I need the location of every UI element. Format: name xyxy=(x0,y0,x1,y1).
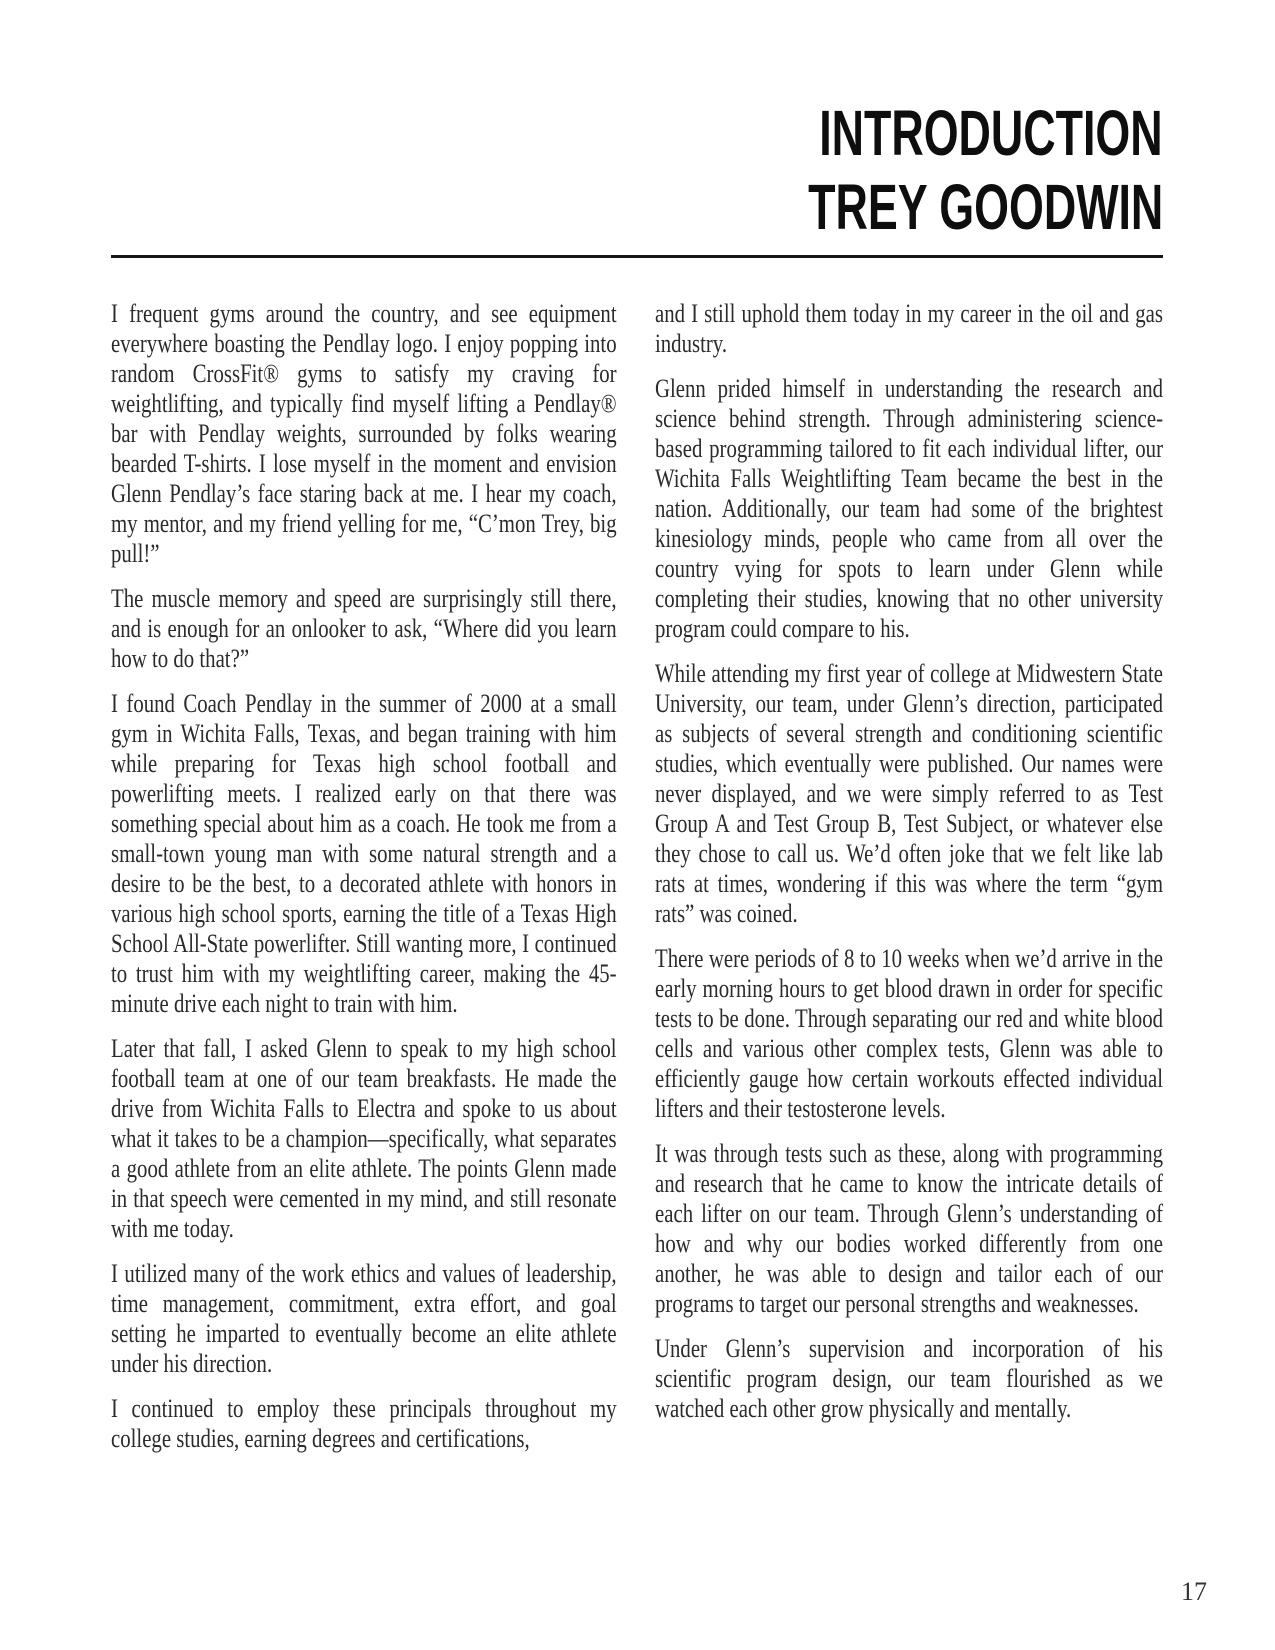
paragraph: I frequent gyms around the country, and see equipment everywhere boasting the Pendlay logo. I enjoy popping into random CrossFit® gyms to satisfy my craving for weightlifting, and typically find myself lifting a Pendlay® bar with Pendlay weights, surrounded by folks wearing bearded T-shirts. I lose myself in the moment and envision Glenn Pendlay’s face staring back at me. I hear my coach, my mentor, and my friend yelling for me, “C’mon Trey, big pull!” xyxy=(111,299,617,568)
paragraph: I found Coach Pendlay in the summer of 2000 at a small gym in Wichita Falls, Texas, and began training with him while preparing for Texas high school football and powerlifting meets. I realized early on that there was something special about him as a coach. He took me from a small-town young man with some natural strength and a desire to be the best, to a decorated athlete with honors in various high school sports, earning the title of a Texas High School All-State powerlifter. Still wanting more, I continued to trust him with my weightlifting career, making the 45-minute drive each night to train with him. xyxy=(111,689,617,1018)
chapter-title-line-2: TREY GOODWIN xyxy=(807,171,1163,243)
right-column xyxy=(655,299,1163,1439)
paragraph: I continued to employ these principals throughout my college studies, earning degrees and certifications, xyxy=(111,1394,617,1453)
paragraph: There were periods of 8 to 10 weeks when we’d arrive in the early morning hours to get blood drawn in order for specific tests to be done. Through separating our red and white blood cells and various other complex tests, Glenn was able to efficiently gauge how certain workouts effected individual lifters and their testosterone levels. xyxy=(655,944,1163,1123)
paragraph: I utilized many of the work ethics and values of leadership, time management, commitment, extra effort, and goal setting he imparted to eventually become an elite athlete under his direction. xyxy=(111,1259,617,1378)
paragraph: The muscle memory and speed are surprisingly still there, and is enough for an onlooker to ask, “Where did you learn how to do that?” xyxy=(111,584,617,673)
header-rule xyxy=(111,255,1163,258)
paragraph: It was through tests such as these, along with programming and research that he came to know the intricate details of each lifter on our team. Through Glenn’s understanding of how and why our bodies worked differently from one another, he was able to design and tailor each of our programs to target our personal strengths and weaknesses. xyxy=(655,1139,1163,1318)
paragraph: While attending my first year of college at Midwestern State University, our team, under Glenn’s direction, participated as subjects of several strength and conditioning scientific studies, which eventually were published. Our names were never displayed, and we were simply referred to as Test Group A and Test Group B, Test Subject, or whatever else they chose to call us. We’d often joke that we felt like lab rats at times, wondering if this was where the term “gym rats” was coined. xyxy=(655,659,1163,928)
paragraph: Under Glenn’s supervision and incorporation of his scientific program design, our team flourished as we watched each other grow physically and mentally. xyxy=(655,1334,1163,1423)
paragraph: Glenn prided himself in understanding the research and science behind strength. Through administering science-based programming tailored to fit each individual lifter, our Wichita Falls Weightlifting Team became the best in the nation. Additionally, our team had some of the brightest kinesiology minds, people who came from all over the country vying for spots to learn under Glenn while completing their studies, knowing that no other university program could compare to his. xyxy=(655,374,1163,643)
chapter-header xyxy=(111,96,1163,258)
page-number: 17 xyxy=(1181,1577,1207,1606)
paragraph: Later that fall, I asked Glenn to speak to my high school football team at one of our team breakfasts. He made the drive from Wichita Falls to Electra and spoke to us about what it takes to be a champion—specifically, what separates a good athlete from an elite athlete. The points Glenn made in that speech were cemented in my mind, and still resonate with me today. xyxy=(111,1034,617,1243)
chapter-title-line-1: INTRODUCTION xyxy=(819,97,1163,169)
paragraph: and I still uphold them today in my career in the oil and gas industry. xyxy=(655,299,1163,358)
chapter-title xyxy=(111,96,1163,244)
left-column xyxy=(111,299,617,1469)
